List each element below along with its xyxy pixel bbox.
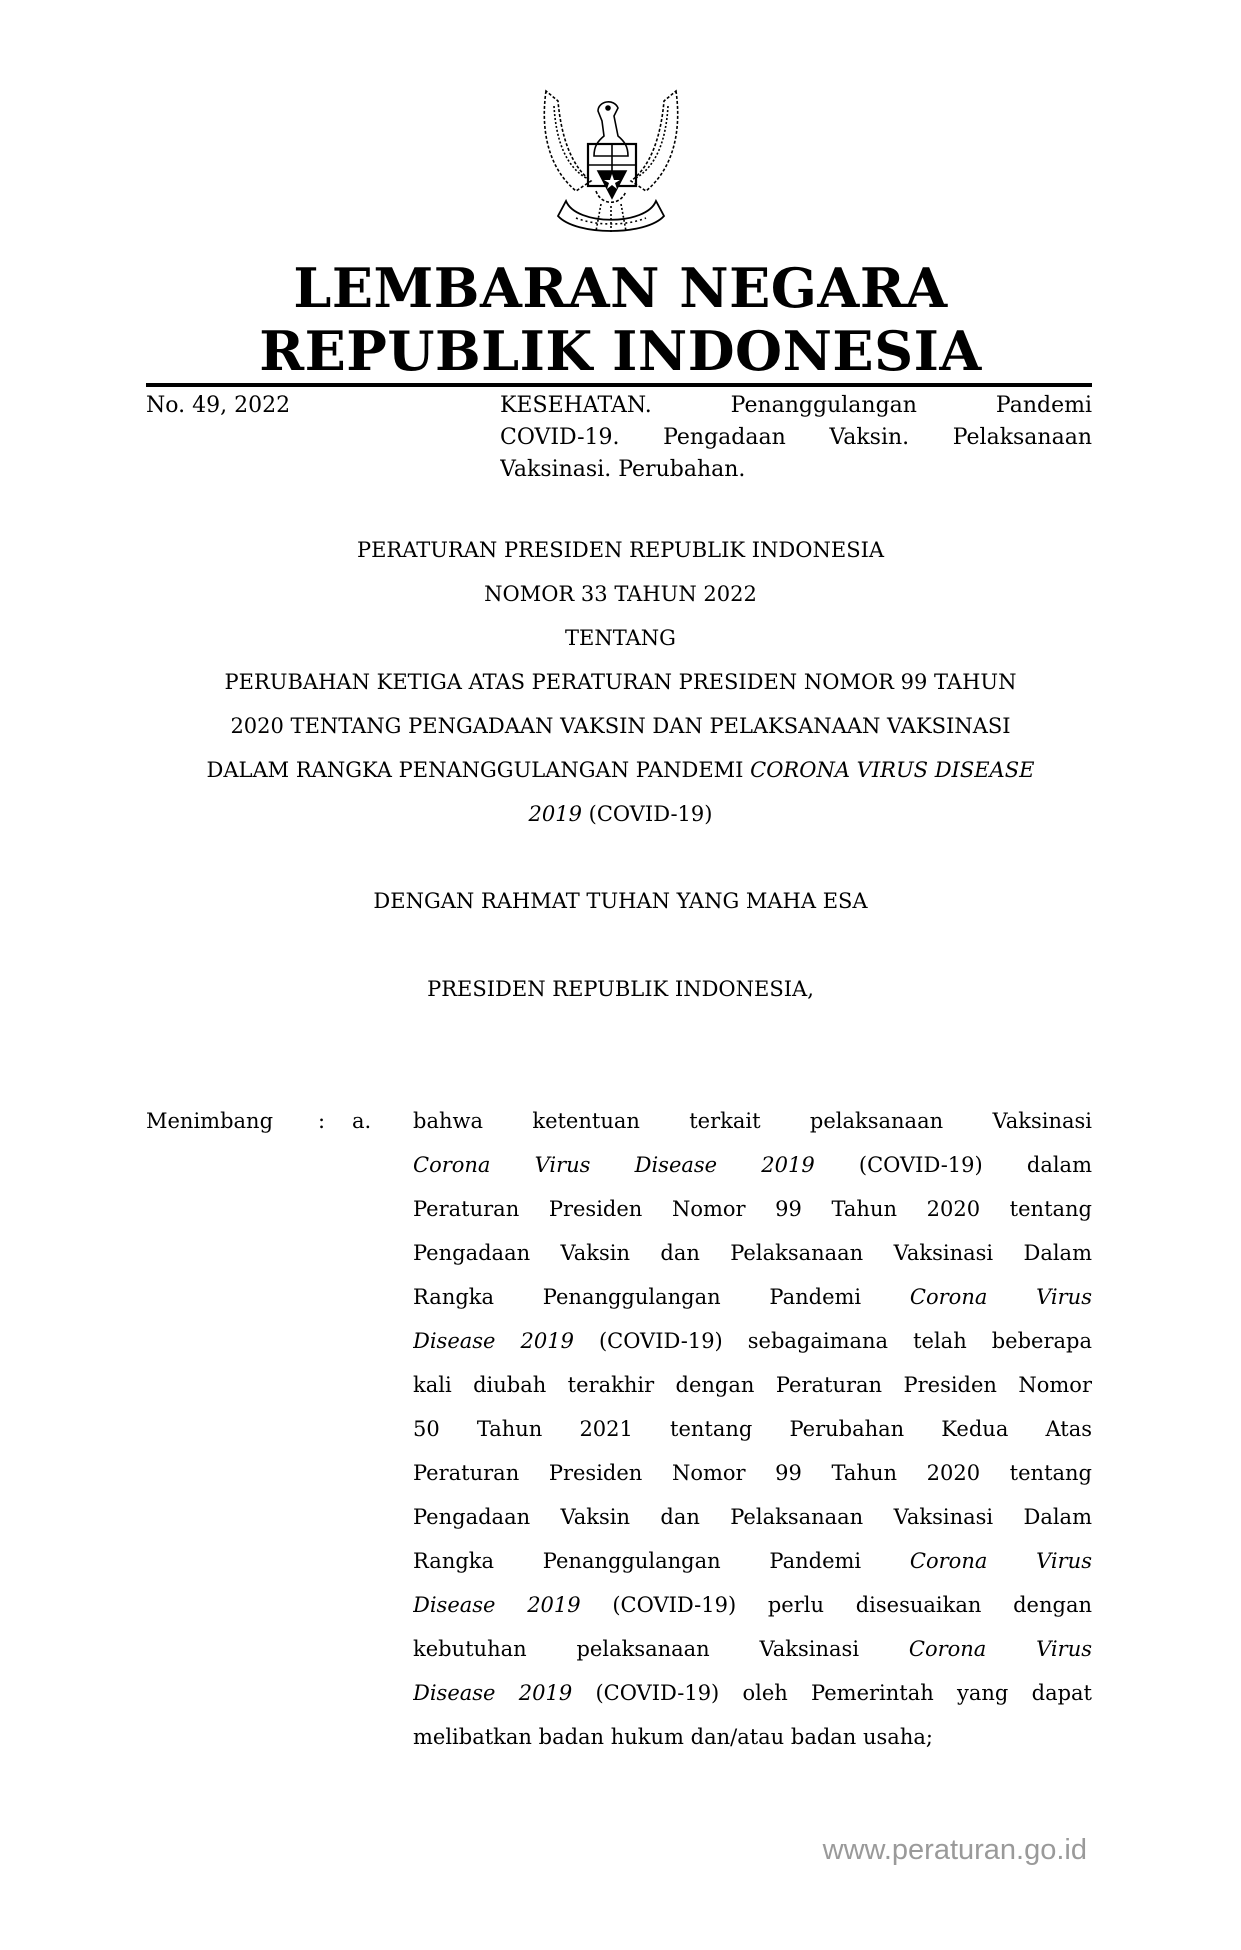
text-line xyxy=(0,748,1241,792)
text-line xyxy=(413,1363,1092,1407)
considerations-label: Menimbang xyxy=(146,1109,274,1133)
italic-term: Corona Virus xyxy=(909,1549,1092,1573)
consideration-text xyxy=(413,1099,1092,1759)
text-line xyxy=(413,1671,1092,1715)
text-segment: (COVID-19) dalam xyxy=(814,1153,1092,1177)
text-line xyxy=(413,1275,1092,1319)
text-segment: 50 Tahun 2021 tentang Perubahan Kedua Atas xyxy=(413,1417,1092,1441)
text-segment: kali diubah terakhir dengan Peraturan Presiden Nomor xyxy=(413,1373,1092,1397)
text-line xyxy=(413,1407,1092,1451)
gazette-title-line2: REPUBLIK INDONESIA xyxy=(259,319,982,383)
text-segment: PERATURAN PRESIDEN REPUBLIK INDONESIA xyxy=(356,538,885,562)
text-line xyxy=(0,792,1241,836)
considerations-colon: : xyxy=(318,1109,326,1133)
text-line xyxy=(413,1099,1092,1143)
text-segment: PERUBAHAN KETIGA ATAS PERATURAN PRESIDEN NOMOR 99 TAHUN xyxy=(224,670,1017,694)
text-segment: (COVID-19) xyxy=(581,802,713,826)
header-divider xyxy=(146,383,1092,387)
text-segment: NOMOR 33 TAHUN 2022 xyxy=(484,582,757,606)
garuda-emblem-icon xyxy=(536,86,686,238)
text-line xyxy=(413,1231,1092,1275)
text-line xyxy=(413,1143,1092,1187)
text-line xyxy=(0,528,1241,572)
italic-term: 2019 xyxy=(528,802,582,826)
text-segment: Pengadaan Vaksin dan Pelaksanaan Vaksinasi Dalam xyxy=(413,1241,1092,1265)
text-segment: DALAM RANGKA PENANGGULANGAN PANDEMI xyxy=(206,758,751,782)
text-segment: bahwa ketentuan terkait pelaksanaan Vaksinasi xyxy=(413,1109,1092,1133)
text-segment: melibatkan badan hukum dan/atau badan usaha; xyxy=(413,1725,933,1749)
text-segment: (COVID-19) perlu disesuaikan dengan xyxy=(580,1593,1092,1617)
italic-term: Disease 2019 xyxy=(413,1329,574,1353)
italic-term: Corona Virus xyxy=(909,1285,1092,1309)
subject-line: COVID-19. Pengadaan Vaksin. Pelaksanaan xyxy=(500,425,1092,450)
text-segment: (COVID-19) sebagaimana telah beberapa xyxy=(573,1329,1092,1353)
italic-term: Corona Virus xyxy=(908,1637,1092,1661)
text-line xyxy=(413,1715,1092,1759)
italic-term: Disease 2019 xyxy=(413,1681,573,1705)
text-line xyxy=(0,616,1241,660)
text-segment: Peraturan Presiden Nomor 99 Tahun 2020 tentang xyxy=(413,1197,1092,1221)
president-heading: PRESIDEN REPUBLIK INDONESIA, xyxy=(427,977,814,1001)
invocation: DENGAN RAHMAT TUHAN YANG MAHA ESA xyxy=(373,889,868,913)
italic-term: Corona Virus Disease 2019 xyxy=(413,1153,815,1177)
gazette-subject xyxy=(500,390,1092,486)
text-segment: Peraturan Presiden Nomor 99 Tahun 2020 tentang xyxy=(413,1461,1092,1485)
text-line xyxy=(413,1627,1092,1671)
text-line xyxy=(0,572,1241,616)
subject-line: KESEHATAN. Penanggulangan Pandemi xyxy=(500,393,1092,418)
text-segment: Rangka Penanggulangan Pandemi xyxy=(413,1549,910,1573)
text-line xyxy=(413,1319,1092,1363)
text-segment: Pengadaan Vaksin dan Pelaksanaan Vaksinasi Dalam xyxy=(413,1505,1092,1529)
text-segment: TENTANG xyxy=(565,626,676,650)
text-segment: Rangka Penanggulangan Pandemi xyxy=(413,1285,910,1309)
text-line xyxy=(413,1495,1092,1539)
text-segment: 2020 TENTANG PENGADAAN VAKSIN DAN PELAKSANAAN VAKSINASI xyxy=(230,714,1011,738)
consideration-letter: a. xyxy=(352,1109,372,1133)
italic-term: CORONA VIRUS DISEASE xyxy=(750,758,1035,782)
text-line xyxy=(413,1451,1092,1495)
text-line xyxy=(413,1187,1092,1231)
text-line xyxy=(413,1583,1092,1627)
regulation-title xyxy=(0,528,1241,836)
gazette-number: No. 49, 2022 xyxy=(146,393,291,418)
text-segment: kebutuhan pelaksanaan Vaksinasi xyxy=(413,1637,909,1661)
subject-line: Vaksinasi. Perubahan. xyxy=(500,457,746,482)
text-line xyxy=(0,704,1241,748)
watermark: www.peraturan.go.id xyxy=(822,1834,1087,1866)
text-line xyxy=(0,660,1241,704)
text-segment: (COVID-19) oleh Pemerintah yang dapat xyxy=(572,1681,1092,1705)
text-line xyxy=(413,1539,1092,1583)
italic-term: Disease 2019 xyxy=(413,1593,581,1617)
gazette-title-line1: LEMBARAN NEGARA xyxy=(293,256,948,320)
